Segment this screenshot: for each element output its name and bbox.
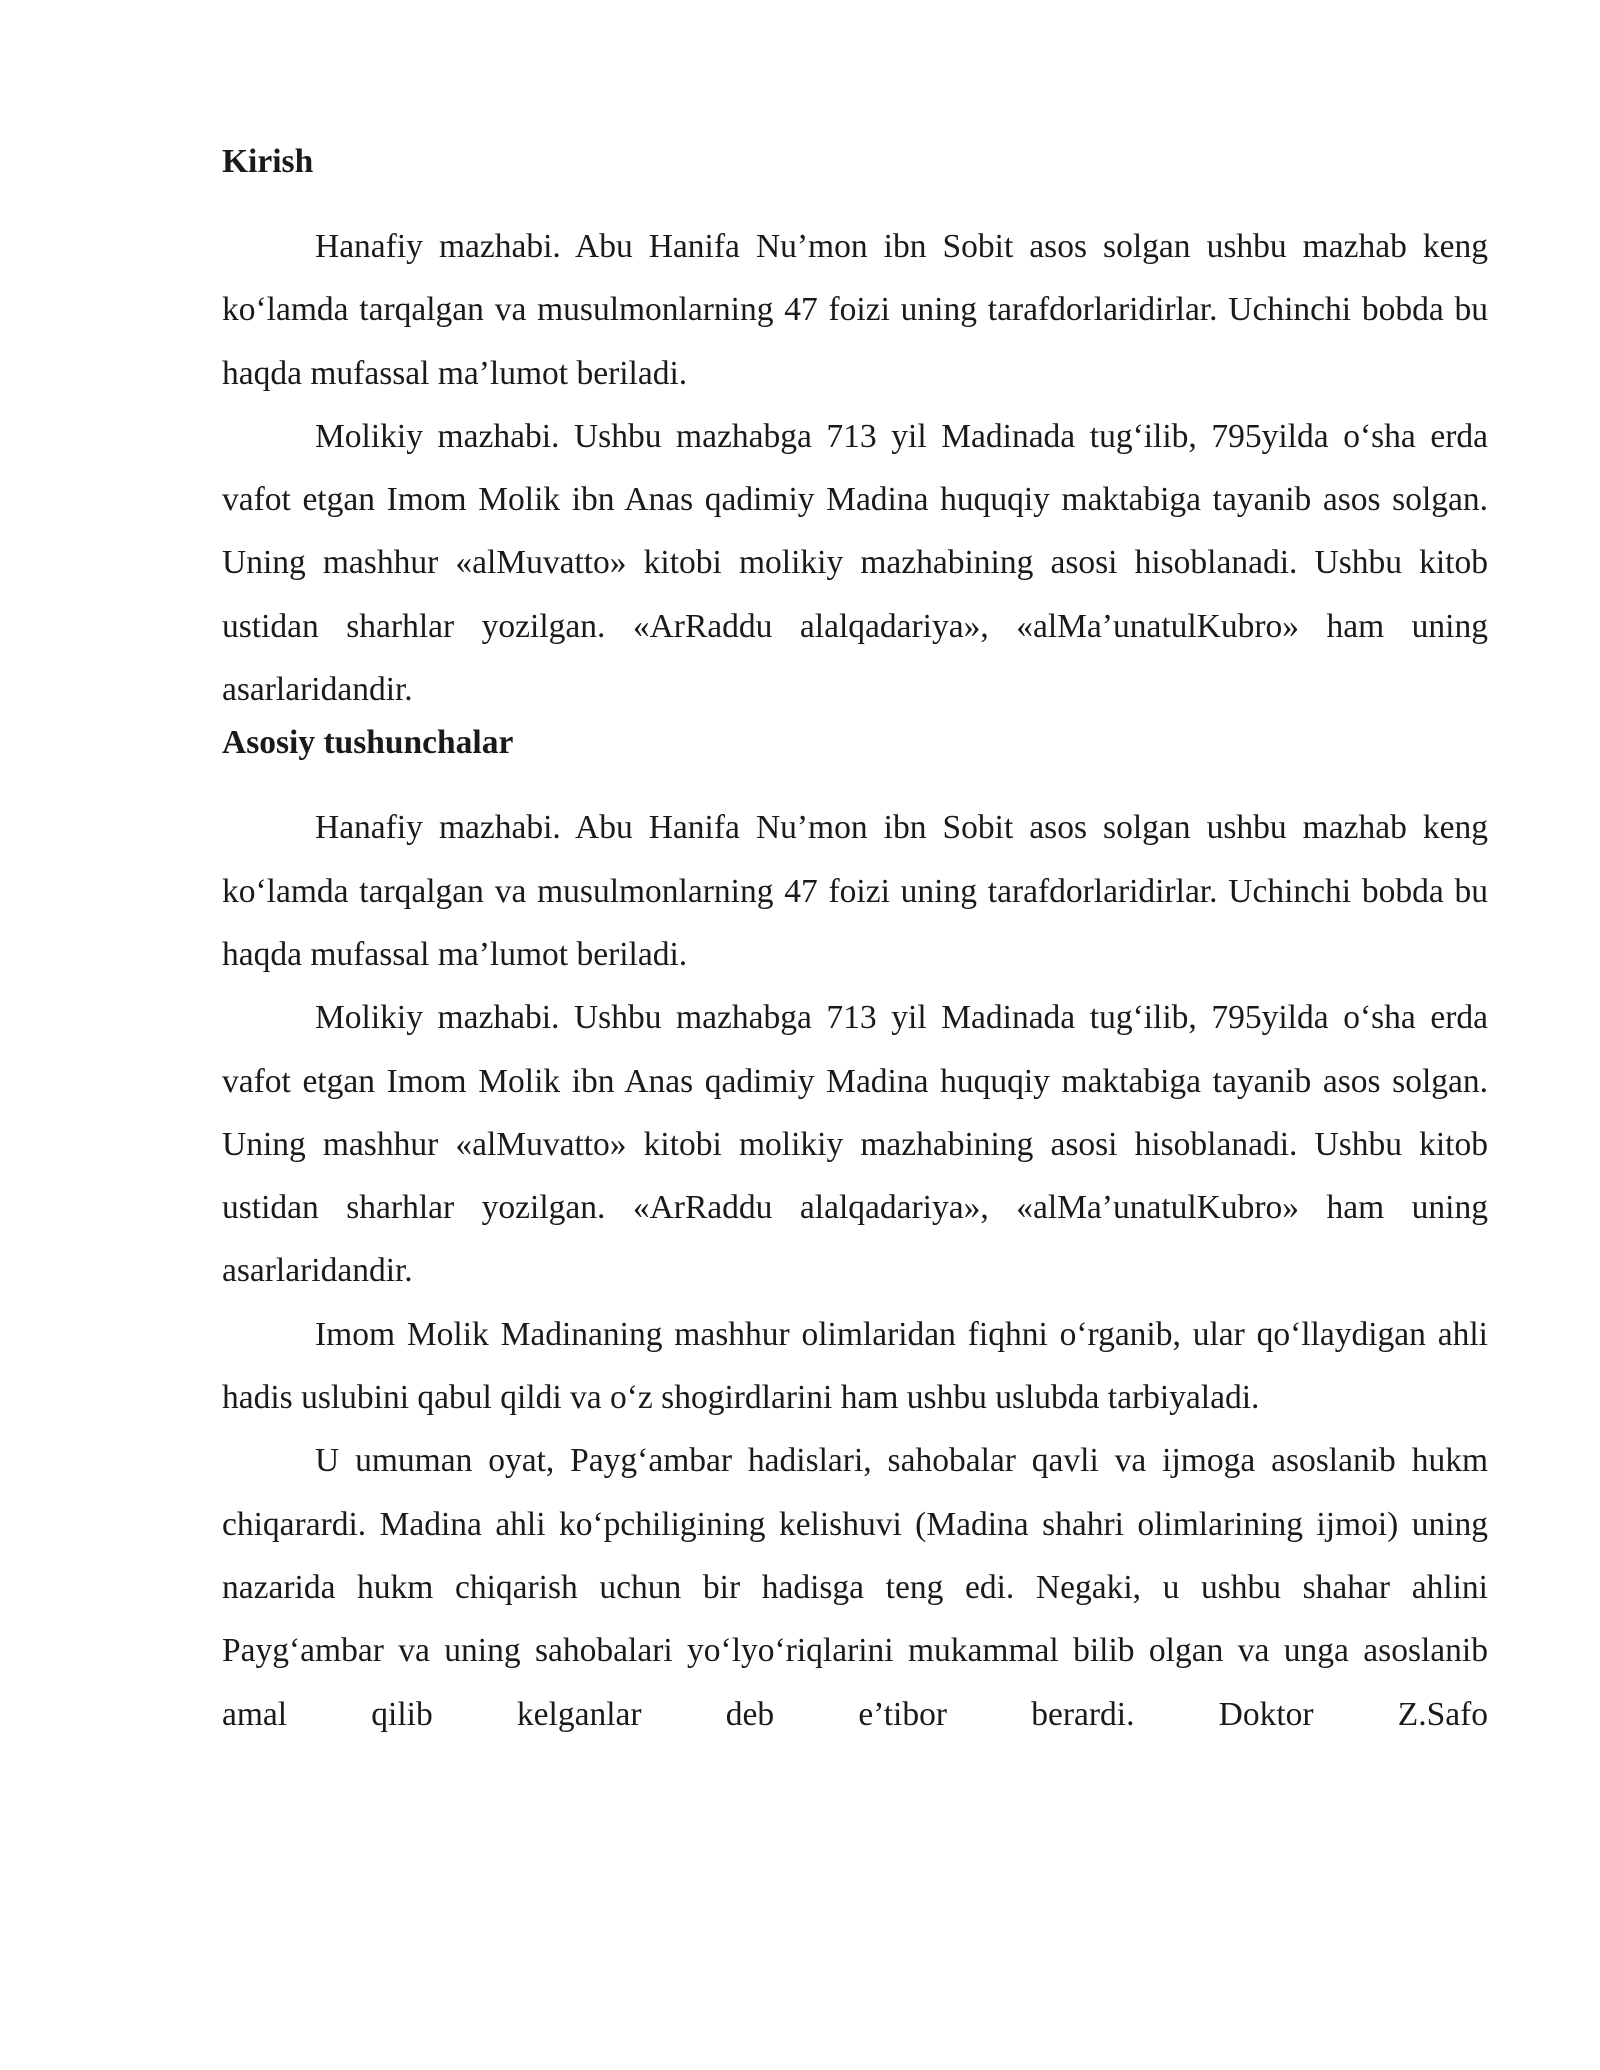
document-page — [222, 140, 1488, 1746]
section-heading-kirish: Kirish — [222, 143, 314, 180]
paragraph-imom-molik: Imom Molik Madinaning mashhur olimlaridan fiqhni o‘rganib, ular qo‘llaydigan ahli hadis uslubini qabul qildi va o‘z shogirdlarini ham ushbu uslubda tarbiyaladi. — [222, 1315, 1488, 1417]
paragraph-hanafiy: Hanafiy mazhabi. Abu Hanifa Nu’mon ibn Sobit asos solgan ushbu mazhab keng ko‘lamda tarqalgan va musulmonlarning 47 foizi uning tarafdorlaridirlar. Uchinchi bobda bu haqda mufassal ma’lumot beriladi. — [222, 809, 1488, 973]
paragraph-molikiy-intro: Molikiy mazhabi. Ushbu mazhabga 713 yil Madinada tug‘ilib, 795yilda o‘sha erda vafot etgan Imom Molik ibn Anas qadimiy Madina huquqiy maktabiga tayanib asos solgan. Uning mashhur «alMuvatto» kitobi molikiy mazhabining asosi hisoblanadi. Ushbu kitob ustidan sharhlar yozilgan. «ArRaddu alalqadariya», «alMa’unatulKubro» ham uning asarlaridandir. — [222, 417, 1488, 709]
paragraph-u-umuman: U umuman oyat, Payg‘ambar hadislari, sahobalar qavli va ijmoga asoslanib hukm chiqarardi. Madina ahli ko‘pchiligining kelishuvi (Madina shahri olimlarining ijmoi) uning nazarida hukm chiqarish uchun bir hadisga teng edi. Negaki, u ushbu shahar ahlini Payg‘ambar va uning sahobalari yo‘lyo‘riqlarini mukammal bilib olgan va unga asoslanib amal qilib kelganlar deb e’tibor berardi. Doktor Z.Safo — [222, 1442, 1488, 1733]
paragraph-hanafiy-intro: Hanafiy mazhabi. Abu Hanifa Nu’mon ibn Sobit asos solgan ushbu mazhab keng ko‘lamda tarqalgan va musulmonlarning 47 foizi uning tarafdorlaridirlar. Uchinchi bobda bu haqda mufassal ma’lumot beriladi. — [222, 228, 1488, 392]
section-heading-asosiy-tushunchalar: Asosiy tushunchalar — [222, 724, 514, 762]
paragraph-molikiy: Molikiy mazhabi. Ushbu mazhabga 713 yil Madinada tug‘ilib, 795yilda o‘sha erda vafot etgan Imom Molik ibn Anas qadimiy Madina huquqiy maktabiga tayanib asos solgan. Uning mashhur «alMuvatto» kitobi molikiy mazhabining asosi hisoblanadi. Ushbu kitob ustidan sharhlar yozilgan. «ArRaddu alalqadariya», «alMa’unatulKubro» ham uning asarlaridandir. — [222, 999, 1488, 1290]
